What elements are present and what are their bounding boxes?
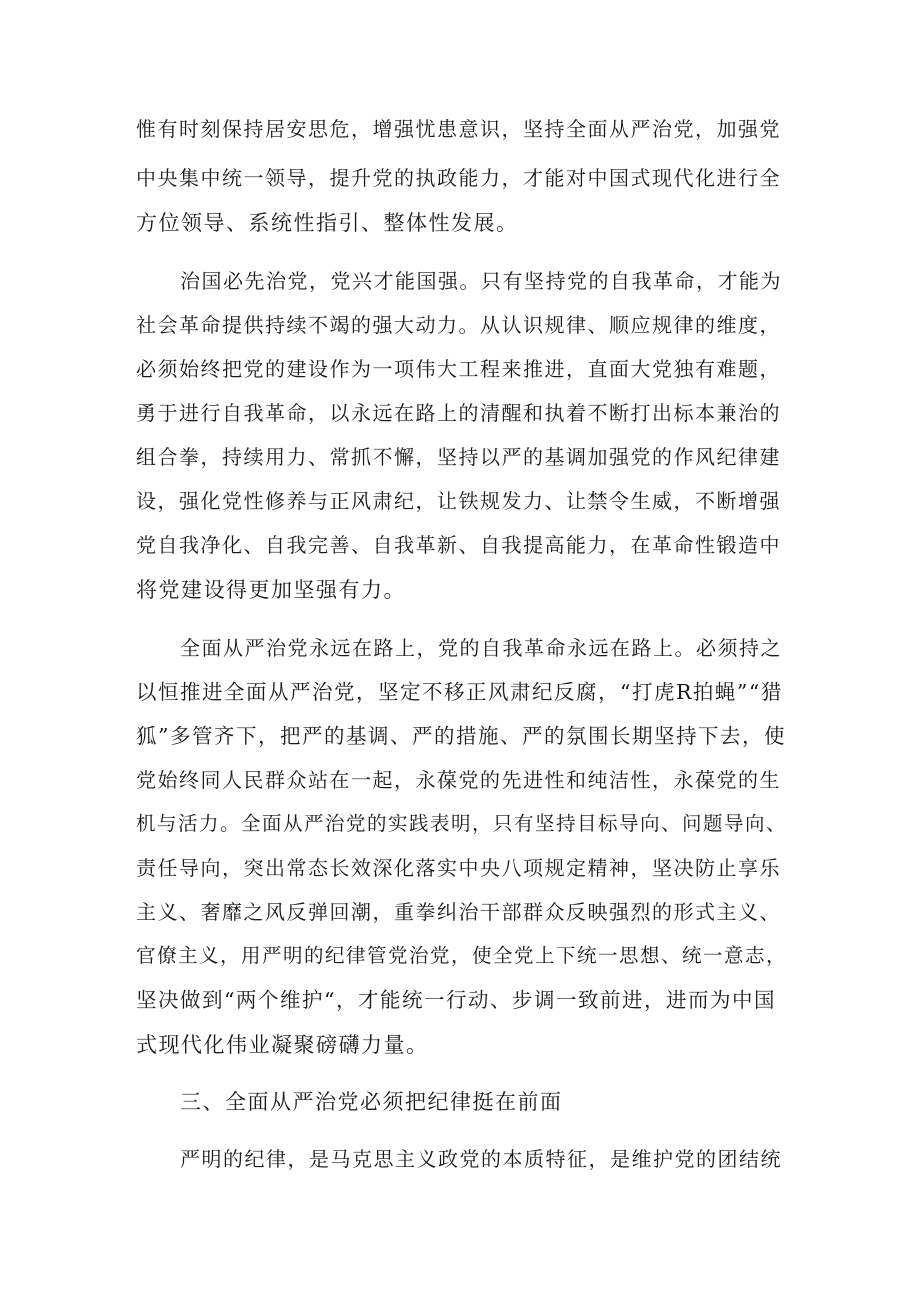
paragraph-3-line-3: 狐”多管齐下，把严的基调、严的措施、严的氛围长期坚持下去，使 bbox=[136, 724, 786, 748]
paragraph-3-line-4: 党始终同人民群众站在一起，永葆党的先进性和纯洁性，永葆党的生 bbox=[136, 768, 781, 792]
paragraph-2-line-5: 组合拳，持续用力、常抓不懈，坚持以严的基调加强党的作风纪律建 bbox=[136, 445, 781, 469]
paragraph-1-line-2: 中央集中统一领导，提升党的执政能力，才能对中国式现代化进行全 bbox=[136, 166, 781, 190]
paragraph-2-line-7: 党自我净化、自我完善、自我革新、自我提高能力，在革命性锻造中 bbox=[136, 533, 781, 557]
paragraph-2-line-6: 设，强化党性修养与正风肃纪，让铁规发力、让禁令生威，不断增强 bbox=[136, 489, 781, 513]
paragraph-3-line-9: 坚决做到“两个维护“，才能统一行动、步调一致前进，进而为中国 bbox=[136, 988, 776, 1012]
paragraph-2-line-2: 社会革命提供持续不竭的强大动力。从认识规律、顺应规律的维度， bbox=[136, 313, 781, 337]
paragraph-2-line-8: 将党建设得更加坚强有力。 bbox=[136, 578, 406, 602]
paragraph-4-line-1: 严明的纪律，是马克思主义政党的本质特征，是维护党的团结统 bbox=[180, 1147, 782, 1171]
paragraph-3-line-10: 式现代化伟业凝聚磅礴力量。 bbox=[136, 1033, 429, 1057]
paragraph-1-line-3: 方位领导、系统性指引、整体性发展。 bbox=[136, 211, 519, 235]
paragraph-3-line-7: 主义、奢靡之风反弹回潮，重拳纠治干部群众反映强烈的形式主义、 bbox=[136, 900, 781, 924]
paragraph-2-line-3: 必须始终把党的建设作为一项伟大工程来推进，直面大党独有难题， bbox=[136, 357, 781, 381]
paragraph-1-line-1: 惟有时刻保持居安思危，增强忧患意识，坚持全面从严治党，加强党 bbox=[136, 117, 781, 141]
paragraph-2-line-1: 治国必先治党，党兴才能国强。只有坚持党的自我革命，才能为 bbox=[180, 269, 782, 293]
paragraph-3-line-8: 官僚主义，用严明的纪律管党治党，使全党上下统一思想、统一意志， bbox=[136, 944, 788, 967]
paragraph-2-line-4: 勇于进行自我革命，以永远在路上的清醒和执着不断打出标本兼治的 bbox=[136, 401, 781, 425]
paragraph-3-line-6: 责任导向，突出常态长效深化落实中央八项规定精神，坚决防止享乐 bbox=[136, 856, 781, 880]
paragraph-3-line-1: 全面从严治党永远在路上，党的自我革命永远在路上。必须持之 bbox=[180, 636, 782, 660]
paragraph-3-line-2: 以恒推进全面从严治党，坚定不移正风肃纪反腐，“打虎R拍蝇”“猎 bbox=[136, 680, 783, 704]
section-heading: 三、全面从严治党必须把纪律挺在前面 bbox=[180, 1090, 563, 1114]
paragraph-3-line-5: 机与活力。全面从严治党的实践表明，只有坚持目标导向、问题导向、 bbox=[136, 812, 788, 835]
